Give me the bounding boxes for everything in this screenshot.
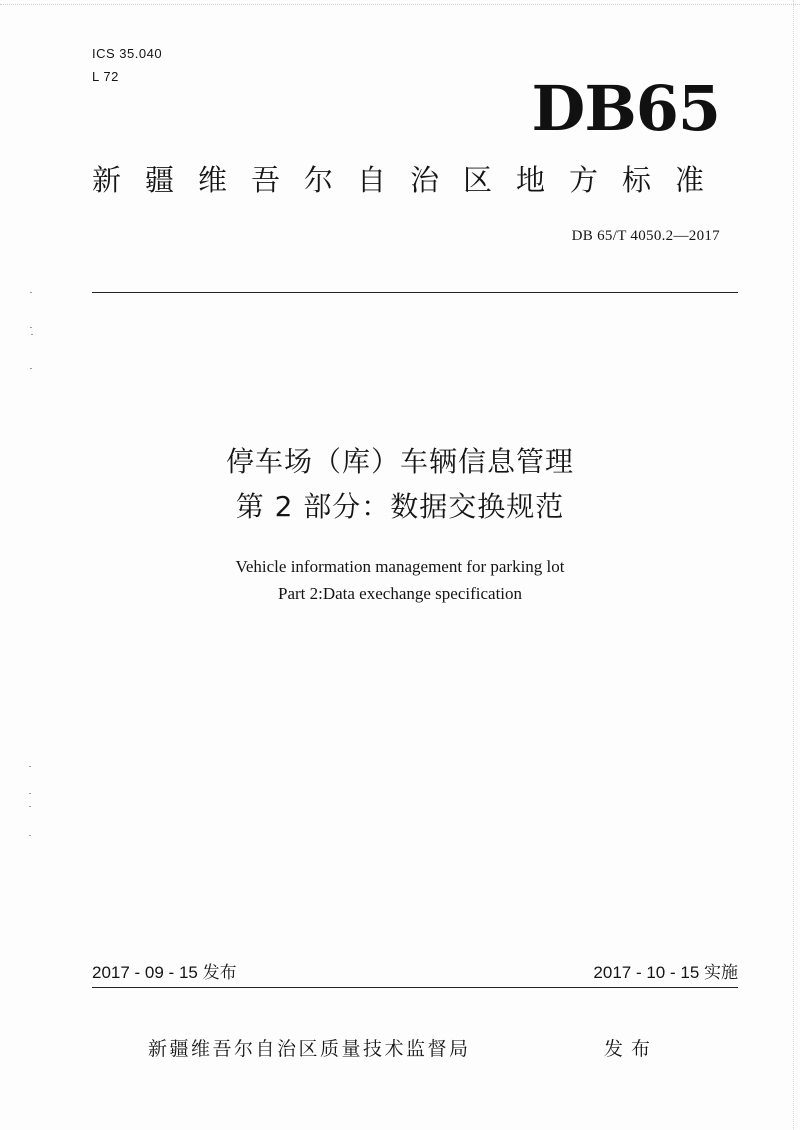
standard-type-title: 新疆维吾尔自治区地方标准	[92, 163, 729, 197]
english-title-line-2: Part 2:Data exechange specification	[277, 584, 523, 603]
issuing-authority: 新疆维吾尔自治区质量技术监督局	[148, 1038, 471, 1060]
chinese-title-line-2: 第 2 部分：数据交换规范	[235, 490, 565, 523]
standard-number: DB 65/T 4050.2—2017	[571, 228, 720, 244]
chinese-title-line-1: 停车场（库）车辆信息管理	[225, 445, 574, 478]
classification-code: L 72	[92, 69, 119, 84]
implementation-date: 2017 - 10 - 15 实施	[593, 963, 738, 982]
scan-speck	[29, 835, 31, 836]
scan-speck	[31, 334, 33, 335]
issue-label: 发布	[604, 1038, 659, 1060]
scan-speck	[29, 806, 31, 807]
scan-speck	[29, 793, 31, 794]
scan-speck	[30, 292, 32, 293]
scan-speck	[30, 327, 32, 328]
publish-date: 2017 - 09 - 15 发布	[92, 963, 237, 982]
top-divider	[92, 292, 738, 293]
english-title-line-1: Vehicle information management for parking lot	[235, 557, 565, 576]
scan-speck	[29, 766, 31, 767]
bottom-divider	[92, 987, 738, 988]
db65-logo: DB65	[531, 72, 720, 145]
scan-speck	[30, 368, 32, 369]
ics-code: ICS 35.040	[92, 46, 163, 61]
scan-edge-top	[0, 0, 800, 5]
